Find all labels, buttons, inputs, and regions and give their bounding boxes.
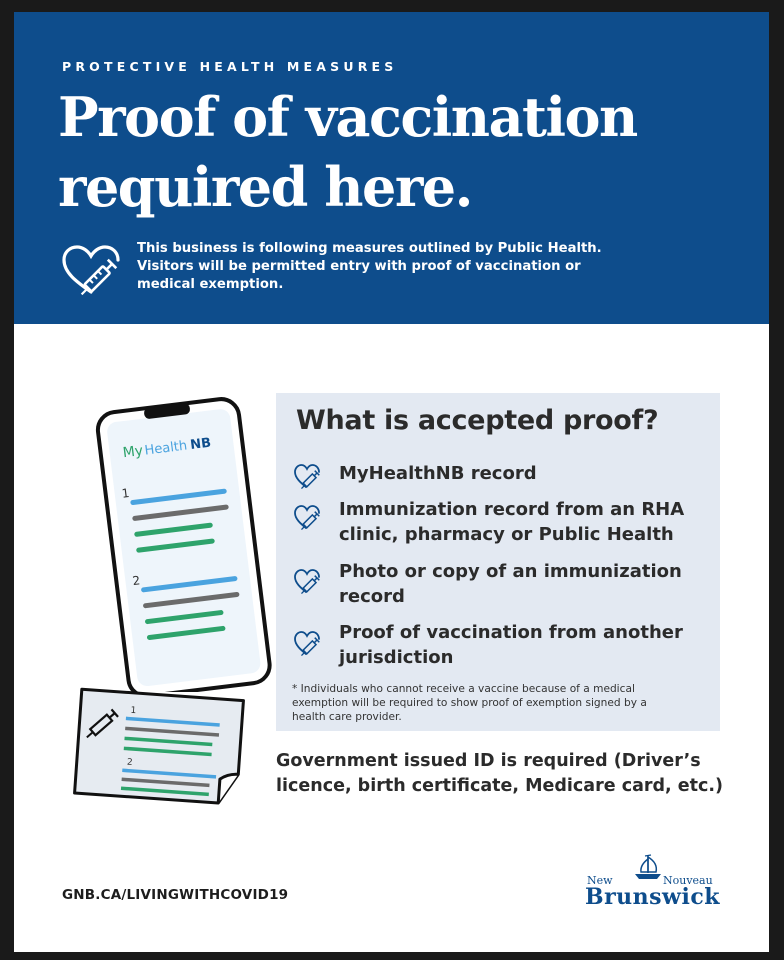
page-title — [58, 82, 738, 222]
footnote-line-1: * Individuals who cannot receive a vaccine because of a medical — [292, 683, 635, 695]
heart-syringe-icon — [293, 463, 323, 490]
logo-new: New — [587, 874, 613, 887]
proof-item-line-1: Immunization record from an RHA — [339, 499, 685, 520]
card-record-2-number: 2 — [126, 757, 133, 768]
logo-wordmark: Brunswick — [585, 884, 720, 910]
proof-item — [339, 620, 709, 670]
government-id-line-2: licence, birth certificate, Medicare card, etc.) — [276, 776, 724, 796]
government-id-line-1: Government issued ID is required (Driver’s — [276, 751, 701, 771]
proof-item-line-2: record — [339, 586, 405, 607]
proof-item-line-2: jurisdiction — [339, 647, 454, 668]
footnote-line-2: exemption will be required to show proof of exemption signed by a — [292, 697, 647, 709]
government-id-notice — [276, 749, 746, 799]
card-record-1-number: 1 — [130, 705, 137, 717]
proof-item-line-2: clinic, pharmacy or Public Health — [339, 524, 674, 545]
app-name-prefix: My — [121, 442, 145, 462]
title-line-2: required here. — [58, 155, 472, 219]
exemption-footnote — [292, 682, 712, 724]
header-description-line-1: This business is following measures outlined by Public Health. — [137, 241, 602, 256]
footer-url: GNB.CA/LIVINGWITHCOVID19 — [62, 887, 289, 903]
header-description-line-2: Visitors will be permitted entry with proof of vaccination or — [137, 259, 581, 274]
header-kicker: PROTECTIVE HEALTH MEASURES — [62, 59, 398, 74]
heart-syringe-icon — [293, 504, 323, 531]
proof-item-line-1: MyHealthNB record — [339, 463, 537, 484]
accepted-proof-title: What is accepted proof? — [296, 405, 659, 436]
new-brunswick-logo — [579, 852, 729, 912]
vaccination-card-illustration — [72, 687, 252, 807]
proof-item — [339, 559, 709, 609]
heart-syringe-icon — [58, 242, 124, 298]
poster — [14, 12, 769, 952]
proof-item — [339, 461, 709, 486]
proof-item-line-1: Proof of vaccination from another — [339, 622, 683, 643]
ship-icon — [631, 854, 665, 880]
app-name-suffix: NB — [189, 435, 212, 453]
footnote-line-3: health care provider. — [292, 711, 402, 723]
header-description-line-3: medical exemption. — [137, 277, 284, 292]
logo-nouveau: Nouveau — [663, 874, 713, 887]
title-line-1: Proof of vaccination — [58, 85, 637, 149]
heart-syringe-icon — [293, 630, 323, 657]
header-description — [137, 240, 697, 294]
proof-item-line-1: Photo or copy of an immunization — [339, 561, 682, 582]
app-name-main: Health — [143, 438, 189, 459]
accepted-proof-panel — [276, 393, 720, 731]
phone-illustration — [72, 392, 272, 692]
record-1-number: 1 — [120, 485, 131, 501]
heart-syringe-icon — [293, 568, 323, 595]
record-2-number: 2 — [131, 573, 141, 589]
proof-item — [339, 497, 709, 547]
header-banner — [14, 12, 769, 324]
